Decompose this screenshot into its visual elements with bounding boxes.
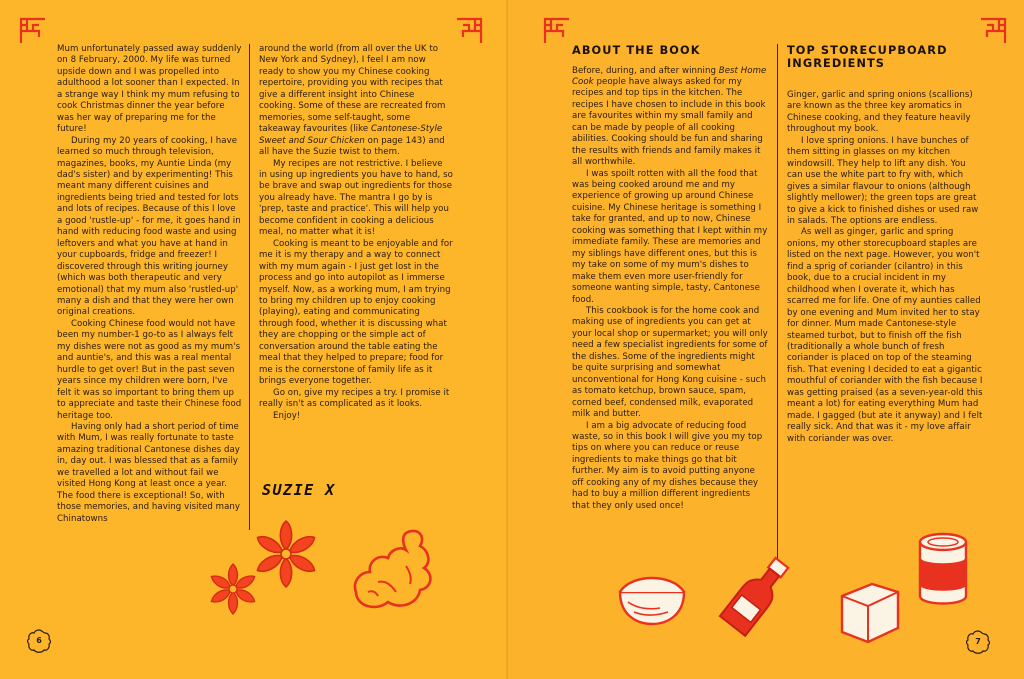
page-number-text: 6	[36, 636, 42, 645]
paragraph: Mum unfortunately passed away suddenly on 8 February, 2000. My life was turned upside down and I was propelled into adulthood a lot sooner than I expected. In a strange way I think my mum refusing to cook Christmas dinner the year before was her way of preparing me for the future!	[57, 44, 242, 135]
section-heading: TOP STORECUPBOARD INGREDIENTS	[787, 44, 948, 70]
show-title: Best Home Cook	[572, 65, 767, 87]
paragraph: Cooking is meant to be enjoyable and for me it is my therapy and a way to connect with my mum again - I just get lost in the process and go into autopilot as I immerse myself. Now, as a working mum, I am trying to bring my children up to enjoy cooking (playing), eating and communicating through food, whether it is discussing what they are chopping or the simple act of conversation around the table eating the meal that they helped to prepare; food for me is the cornerstone of family life as it brings everyone together.	[259, 238, 453, 387]
paragraph-text: people have always asked for my recipes and top tips in the kitchen. The recipes I have chosen to include in this book are favourites within my small family and can be made by people of all cooking abilities. Cooking should be fun and sharing the results with friends and family makes it all worthwhile.	[572, 76, 766, 168]
paragraph: I am a big advocate of reducing food waste, so in this book I will give you my top tips on where you can reduce or reuse ingredients to make things go that bit further. My aim is to avoid putting anyone off cooking any of my dishes because they had to buy a million different ingredients that they only used once!	[572, 420, 763, 511]
page-number	[966, 630, 990, 654]
tin-can-icon	[916, 530, 970, 608]
paragraph-text: around the world (from all over the UK to New York and Sydney), I feel I am now ready to show you my Chinese cooking repertoire, providing you with recipes that give a different insight into Chinese cooking. Some of these are recreated from memories, some self-taught, some takeaway favourites (like	[259, 44, 446, 135]
intro-column-2	[259, 44, 453, 422]
corner-fret-icon	[542, 16, 572, 46]
about-the-book-section	[572, 45, 768, 512]
paragraph: Cooking Chinese food would not have been my number-1 go-to as I always felt my dishes were not as good as my mum's and auntie's, and this was a real mental hurdle to get over! But in the past seven years since my children were born, I've felt it was so important to bring them up to appreciate and taste their Chinese food heritage too.	[57, 318, 242, 421]
paragraph: Enjoy!	[273, 410, 301, 421]
star-anise-icon	[206, 562, 260, 616]
paragraph: Go on, give my recipes a try. I promise it really isn't as complicated as it looks.	[259, 387, 450, 410]
sauce-bottle-icon	[718, 552, 794, 640]
intro-column-1	[57, 44, 243, 525]
paragraph: My recipes are not restrictive. I believe in using up ingredients you have to hand, so be brave and swap out ingredients for those you already have. The mantra I go by is 'prep, taste and practice'. This will help you become confident in cooking a delicious meal, no matter what it is!	[259, 158, 453, 238]
storecupboard-section	[787, 45, 983, 445]
corner-fret-icon	[978, 16, 1008, 46]
right-page	[508, 0, 1024, 679]
paragraph: This cookbook is for the home cook and making use of ingredients you can get at your local shop or supermarket; you will only need a few specialist ingredients for some of the dishes. Some of the ingredients might be quite surprising and somewhat unconventional for Hong Kong cuisine - such as tomato ketchup, brown sauce, spam, corned beef, condensed milk, evaporated milk and butter.	[572, 306, 768, 420]
corner-fret-icon	[454, 16, 484, 46]
corner-fret-icon	[18, 16, 48, 46]
signature: SUZIE X	[262, 481, 336, 499]
ginger-root-icon	[348, 526, 442, 616]
paragraph	[259, 44, 453, 159]
column-divider	[777, 44, 778, 574]
paragraph: I was spoilt rotten with all the food that was being cooked around me and my experience of growing up around Chinese cuisine. My Chinese heritage is something I take for granted, and up to now, Chinese cooking was something that I kept within my immediate family. These are memories and my siblings have different ones, but this is my take on some of my mum's dishes to make them even more user-friendly for someone wanting simple, tasty, Cantonese food.	[572, 168, 768, 305]
rice-bowl-icon	[616, 574, 688, 626]
paragraph: During my 20 years of cooking, I have learned so much through television, magazines, books, my Auntie Linda (my dad's sister) and by experimenting! This meant many different cuisines and ingredients being tried and tested for lots and lots of recipes. Because of this I love a good 'rustle-up' - for me, it goes hand in hand with reducing food waste and using leftovers and what you have at hand in your cupboards, fridge and freezer! I discovered through this writing journey (which was both therapeutic and very emotional) that my mum also 'rustled-up' many a dish and that they were her own original creations.	[57, 135, 241, 318]
paragraph: Having only had a short period of time with Mum, I was really fortunate to taste amazing traditional Cantonese dishes day in, day out. I was blessed that as a family we travelled a lot and without fail we visited Hong Kong at least once a year. The food there is exceptional! So, with those memories, and having visited many Chinatowns	[57, 421, 241, 524]
paragraph	[572, 66, 768, 169]
star-anise-icon	[250, 518, 322, 590]
paragraph-text: Before, during, and after winning	[572, 65, 719, 76]
paragraph: As well as ginger, garlic and spring onions, my other storecupboard staples are listed on the next page. However, you won't find a sprig of coriander (cilantro) in this book, due to a crucial incident in my childhood when I overate it, which has scarred me for life. One of my aunties called by one evening and Mum invited her to stay for dinner. Mum made Cantonese-style steamed turbot, but to finish off the fish (traditionally a whole bunch of fresh coriander is placed on top of the steaming fish. That evening I decided to eat a gigantic mouthful of coriander with the fish because I was getting praised (as a seven-year-old this meant a lot) for eating everything Mum had made. I gagged (but ate it anyway) and I felt really sick. And that was it - my love affair with coriander was over.	[787, 227, 983, 444]
paragraph: I love spring onions. I have bunches of them sitting in glasses on my kitchen windowsill. They help to lift any dish. You can use the white part to fry with, which gives a similar flavour to onions (although slightly mellower); the green tops are great to give a kick to finished dishes or used raw in salads. The options are endless.	[787, 135, 979, 226]
paragraph-text: on page 143) and all have the Suzie twist to them.	[259, 135, 445, 158]
paragraph: Ginger, garlic and spring onions (scallions) are known as the three key aromatics in Chinese cooking, and they feature heavily throughout my book.	[787, 90, 973, 135]
page-number-text: 7	[975, 637, 981, 646]
tofu-block-icon	[836, 576, 904, 646]
column-divider	[249, 44, 250, 530]
section-heading: ABOUT THE BOOK	[572, 44, 701, 57]
page-number	[27, 629, 51, 653]
left-page	[0, 0, 508, 679]
recipe-reference: Cantonese-Style Sweet and Sour Chicken	[259, 124, 443, 146]
